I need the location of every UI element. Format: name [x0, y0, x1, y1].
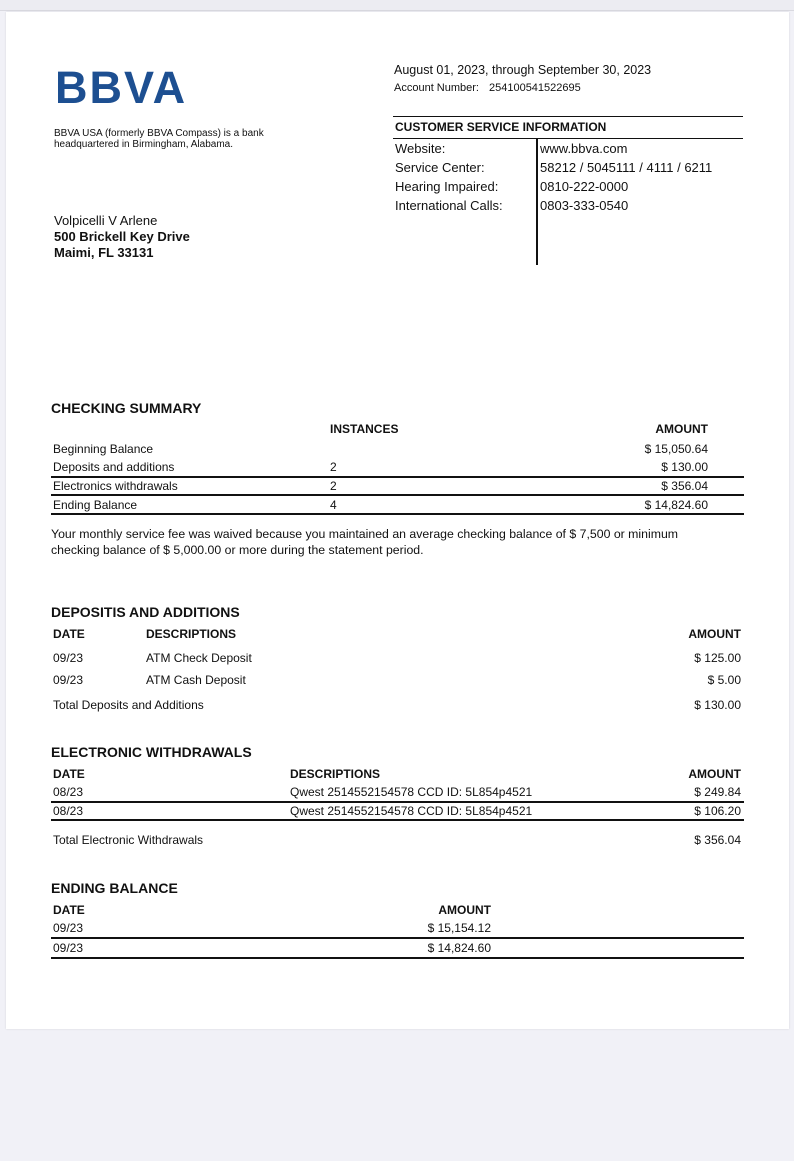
deposit-desc: ATM Check Deposit — [146, 651, 252, 665]
deposits-total-label: Total Deposits and Additions — [53, 698, 204, 712]
deposit-date: 09/23 — [53, 651, 84, 665]
account-number-value: 254100541522695 — [488, 82, 581, 94]
deposit-date: 09/23 — [53, 673, 84, 687]
summary-amount: $ 356.04 — [661, 479, 708, 493]
customer-service-title: CUSTOMER SERVICE INFORMATION — [393, 116, 743, 139]
summary-amount: $ 15,050.64 — [644, 442, 708, 456]
customer-street: 500 Brickell Key Drive — [54, 229, 190, 244]
col-instances-header: INSTANCES — [330, 422, 399, 436]
service-fee-note-line-2: checking balance of $ 5,000.00 or more during the statement period. — [51, 543, 424, 557]
withdrawals-col-desc: DESCRIPTIONS — [290, 767, 381, 781]
customer-name: Volpicelli V Arlene — [54, 213, 158, 228]
cs-value: www.bbva.com — [540, 141, 628, 156]
statement-period: August 01, 2023, through September 30, 2023 — [394, 63, 652, 77]
statement-page — [6, 12, 789, 1029]
deposits-title: DEPOSITIS AND ADDITIONS — [51, 604, 240, 620]
summary-label: Deposits and additions — [53, 460, 175, 474]
withdrawal-desc: Qwest 2514552154578 CCD ID: 5L854p4521 — [290, 785, 533, 799]
cs-label: Website: — [395, 141, 446, 156]
summary-label: Ending Balance — [53, 498, 138, 512]
withdrawals-total-amount: $ 356.04 — [694, 833, 741, 847]
col-amount-header: AMOUNT — [655, 422, 708, 436]
cs-label: Hearing Impaired: — [395, 179, 499, 194]
summary-instances: 2 — [330, 479, 337, 493]
summary-amount: $ 130.00 — [661, 460, 708, 474]
withdrawals-col-date: DATE — [53, 767, 85, 781]
service-fee-note-line-1: Your monthly service fee was waived because you maintained an average checking balance of $ 7,500 or minimum — [51, 527, 679, 541]
account-number-label: Account Number: — [394, 82, 479, 94]
checking-summary-title: CHECKING SUMMARY — [51, 400, 202, 416]
withdrawals-col-amount: AMOUNT — [688, 767, 741, 781]
summary-divider — [51, 476, 744, 478]
tagline-line-1: BBVA USA (formerly BBVA Compass) is a bank — [54, 128, 264, 139]
summary-divider — [51, 494, 744, 496]
viewer-top-bar — [0, 0, 794, 11]
customer-city: Maimi, FL 33131 — [54, 245, 154, 260]
withdrawal-date: 08/23 — [53, 785, 84, 799]
bank-tagline — [54, 128, 324, 150]
deposit-amount: $ 5.00 — [707, 673, 741, 687]
ending-col-amount: AMOUNT — [438, 903, 491, 917]
customer-service-rows — [393, 139, 743, 265]
cs-value: 0810-222-0000 — [540, 179, 629, 194]
withdrawal-desc: Qwest 2514552154578 CCD ID: 5L854p4521 — [290, 804, 533, 818]
summary-amount: $ 14,824.60 — [644, 498, 708, 512]
ending-balance-title: ENDING BALANCE — [51, 880, 178, 896]
withdrawals-divider — [51, 819, 744, 821]
deposits-col-date: DATE — [53, 627, 85, 641]
withdrawals-total-label: Total Electronic Withdrawals — [53, 833, 204, 847]
service-fee-note — [51, 526, 678, 558]
bbva-logo: BBVA — [55, 62, 188, 113]
cs-label: Service Center: — [395, 160, 485, 175]
ending-amount: $ 14,824.60 — [427, 941, 491, 955]
account-number-line — [394, 82, 581, 94]
cs-label: International Calls: — [395, 198, 503, 213]
customer-service-divider — [536, 139, 538, 265]
withdrawal-amount: $ 106.20 — [694, 804, 741, 818]
ending-amount: $ 15,154.12 — [427, 921, 491, 935]
customer-service-box — [393, 116, 743, 265]
summary-instances: 2 — [330, 460, 337, 474]
withdrawal-date: 08/23 — [53, 804, 84, 818]
summary-label: Beginning Balance — [53, 442, 154, 456]
cs-value: 0803-333-0540 — [540, 198, 629, 213]
cs-value: 58212 / 5045111 / 4111 / 6211 — [540, 160, 713, 175]
ending-divider — [51, 957, 744, 959]
withdrawals-title: ELECTRONIC WITHDRAWALS — [51, 744, 252, 760]
ending-date: 09/23 — [53, 941, 84, 955]
deposit-desc: ATM Cash Deposit — [146, 673, 246, 687]
summary-instances: 4 — [330, 498, 337, 512]
summary-divider — [51, 513, 744, 515]
customer-address — [54, 213, 190, 261]
ending-col-date: DATE — [53, 903, 85, 917]
withdrawal-amount: $ 249.84 — [694, 785, 741, 799]
deposit-amount: $ 125.00 — [694, 651, 741, 665]
tagline-line-2: headquartered in Birmingham, Alabama. — [54, 139, 233, 150]
deposits-col-desc: DESCRIPTIONS — [146, 627, 237, 641]
ending-date: 09/23 — [53, 921, 84, 935]
ending-divider — [51, 937, 744, 939]
deposits-col-amount: AMOUNT — [688, 627, 741, 641]
withdrawals-divider — [51, 801, 744, 803]
summary-label: Electronics withdrawals — [53, 479, 178, 493]
deposits-total-amount: $ 130.00 — [694, 698, 741, 712]
